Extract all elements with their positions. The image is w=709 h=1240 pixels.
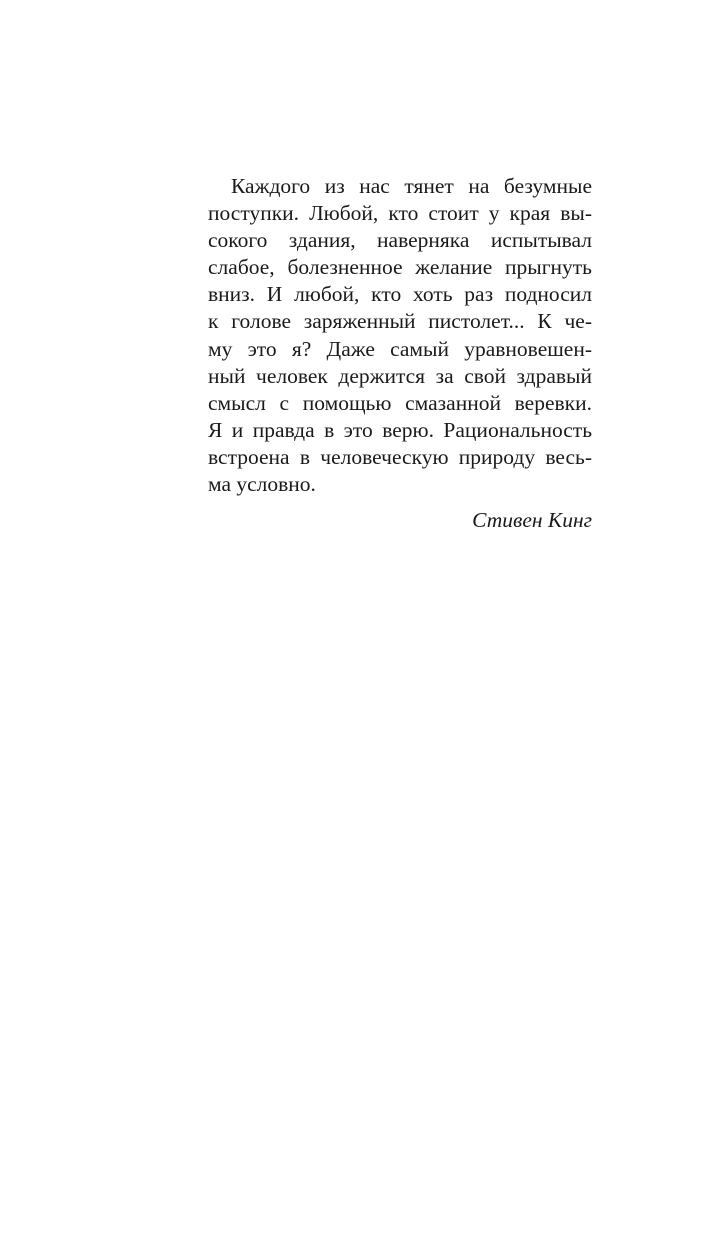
epigraph-line: к голове заряженный пистолет... К че- [208,309,592,334]
epigraph-line: му это я? Даже самый уравновешен- [208,336,592,361]
epigraph-author: Стивен Кинг [472,508,592,532]
epigraph-line: Каждого из нас тянет на безумные [231,174,592,198]
epigraph-line: вниз. И любой, кто хоть раз подносил [208,282,592,307]
epigraph-line: Я и правда в это верю. Рациональность [208,417,592,442]
epigraph-line: сокого здания, наверняка испытывал [208,228,592,253]
epigraph-line: встроена в человеческую природу весь- [208,444,592,469]
epigraph-line: поступки. Любой, кто стоит у края вы- [208,201,592,226]
epigraph-line: ный человек держится за свой здравый [208,363,592,388]
epigraph-line: смысл с помощью смазанной веревки. [208,390,592,415]
epigraph-line: ма условно. [208,472,316,497]
epigraph-line: слабое, болезненное желание прыгнуть [208,255,592,280]
epigraph-block [208,173,592,498]
